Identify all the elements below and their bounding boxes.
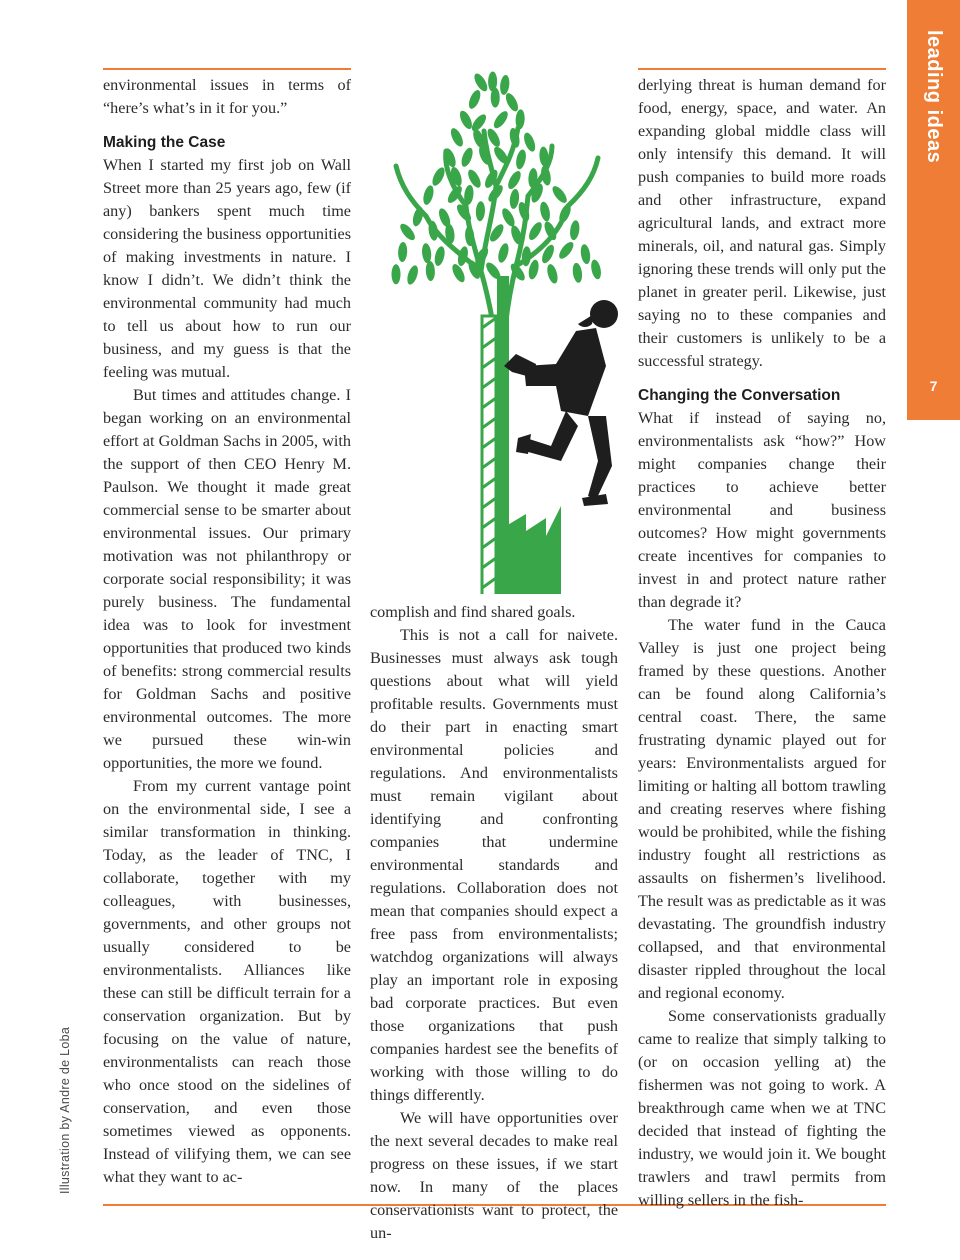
leaf [557,240,576,261]
leaf [398,242,408,262]
leaf [475,201,485,221]
column3-paragraph-2: What if instead of saying no, environmentalists ask “how?” How might companies change their practices to achieve better environmental and business outcomes? How might governments create incentives for companies to invest in and protect nature rather than degrade it? [638,409,886,611]
leaf [491,109,510,130]
column1-paragraph-2: When I started my first job on Wall Street more than 25 years ago, few (if any) bankers spent much time considering the business opportunities of making investments in nature. I know I didn’t. We didn’t think the environmental community had much to tell us about how to run our business, and my guess is that the feeling was mutual. [103,156,351,381]
leaf [550,184,569,205]
column3-paragraph-3: The water fund in the Cauca Valley is just one project being framed by these questions. Another can be found along California’s central coast. There, the same frustrating dynamic played out for years: Environmentalists argued for limiting or halting all bottom trawling and creating reserves where fishing would be prohibited, while the fishing industry fought all restrictions as assaults on fishermen’s livelihood. The result was as predictable as it was devastating. The groundfish industry collapsed, and that environmental disaster rippled throughout the local and regional economy. [638,616,886,1002]
leaf [522,131,538,153]
leaf [569,220,581,241]
top-rule-left [103,68,351,70]
page-number: 7 [929,378,938,394]
column2-paragraph-3: We will have opportunities over the next several decades to make real progress on these issues, if we start now. In many of the places conservationists want to protect, the un- [370,1109,618,1242]
leaf [472,72,490,94]
leaf [509,189,520,210]
tree-trunk [482,276,509,594]
factory-silhouette [506,506,561,594]
man-climbing-tree-illustration [356,66,628,594]
leaf [459,146,475,168]
leaf [421,184,435,206]
section-heading-making-the-case: Making the Case [103,134,226,151]
leaf [496,242,510,264]
leaf [506,169,524,191]
section-tab [907,0,960,420]
leaf [467,88,483,110]
leaf [572,262,584,283]
section-heading-changing-the-conversation: Changing the Conversation [638,387,841,404]
leaf [448,126,465,148]
section-tab-label: leading ideas [923,30,945,164]
leaf [527,220,545,242]
leaf [499,75,510,96]
leaf [503,91,520,113]
leaf [425,261,435,281]
leaf [590,259,603,280]
leaf [430,166,447,188]
leaf [539,201,552,222]
article-column-1 [103,74,351,1189]
top-rule-right [638,68,886,70]
leaf [458,109,475,131]
illustration-credit: Illustration by Andre de Loba [58,1026,72,1194]
leaf [545,263,559,285]
leaf [491,88,500,108]
leaf [392,264,401,284]
leaf [433,245,446,267]
article-column-3 [638,74,886,1212]
leaf [515,149,528,170]
article-column-2 [370,601,618,1245]
column3-paragraph-1: derlying threat is human demand for food, energy, space, and water. An expanding global middle class will only intensify this demand. It will push companies to build more roads and other infrastructure, expand agricultural lands, and extract more minerals, oil, and natural gas. Simply ignoring these trends will only put the planet in greater peril. Likewise, just saying no to these companies and their customers is unlikely to be a successful strategy. [638,76,886,370]
column3-paragraph-4: Some conservationists gradually came to realize that simply talking to (or on occasion yelling at) the fishermen was not going to work. A breakthrough came when we at TNC decided that instead of fighting the industry, we would join it. We bought trawlers and trawl permits from willing sellers in the fish- [638,1007,886,1209]
column1-paragraph-3: But times and attitudes change. I began working on an environmental effort at Goldman Sachs in 2005, with the support of then CEO Henry M. Paulson. We thought it made great commercial sense to be smarter about environmental issues. Our primary motivation was not philanthropy or corporate social responsibility; it was purely business. The fundamental idea was to look for investment opportunities that produced two kinds of benefits: strong commercial results for Goldman Sachs and positive environmental outcomes. The more we pursued these win-win opportunities, the more we found. [103,386,351,772]
column2-paragraph-2: This is not a call for naivete. Businesses must always ask tough questions about what will yield profitable results. Governments must do their part in enacting smart environmental policies and regulations. And environmentalists must remain vigilant about identifying and confronting companies that undermine environmental standards and regulations. Collaboration does not mean that companies should expect a free pass from environmentalists; watchdog organizations will always play an important role in exposing bad corporate practices. But even those organizations that push companies hardest see the benefits of working with those willing to do things differently. [370,626,618,1104]
leaf [579,244,591,265]
climbing-man [504,300,618,506]
column1-paragraph-4: From my current vantage point on the environmental side, I see a similar transformation in thinking. Today, as the leader of TNC, I collaborate, together with my colleagues, with businesses, governments, and other groups not usually considered to be environmentalists. Alliances like these can still be difficult terrain for a conservation organization. But by focusing on the value of nature, environmentalists can reach those who once stood on the sidelines of conservation, and even those sometimes viewed as opponents. Instead of vilifying them, we can see what they want to ac- [103,777,351,1186]
column2-paragraph-1: complish and find shared goals. [370,603,576,621]
leaf [405,264,420,286]
leaf [450,262,467,284]
column1-paragraph-1: environmental issues in terms of “here’s what’s in it for you.” [103,76,351,117]
leaf [421,243,432,264]
